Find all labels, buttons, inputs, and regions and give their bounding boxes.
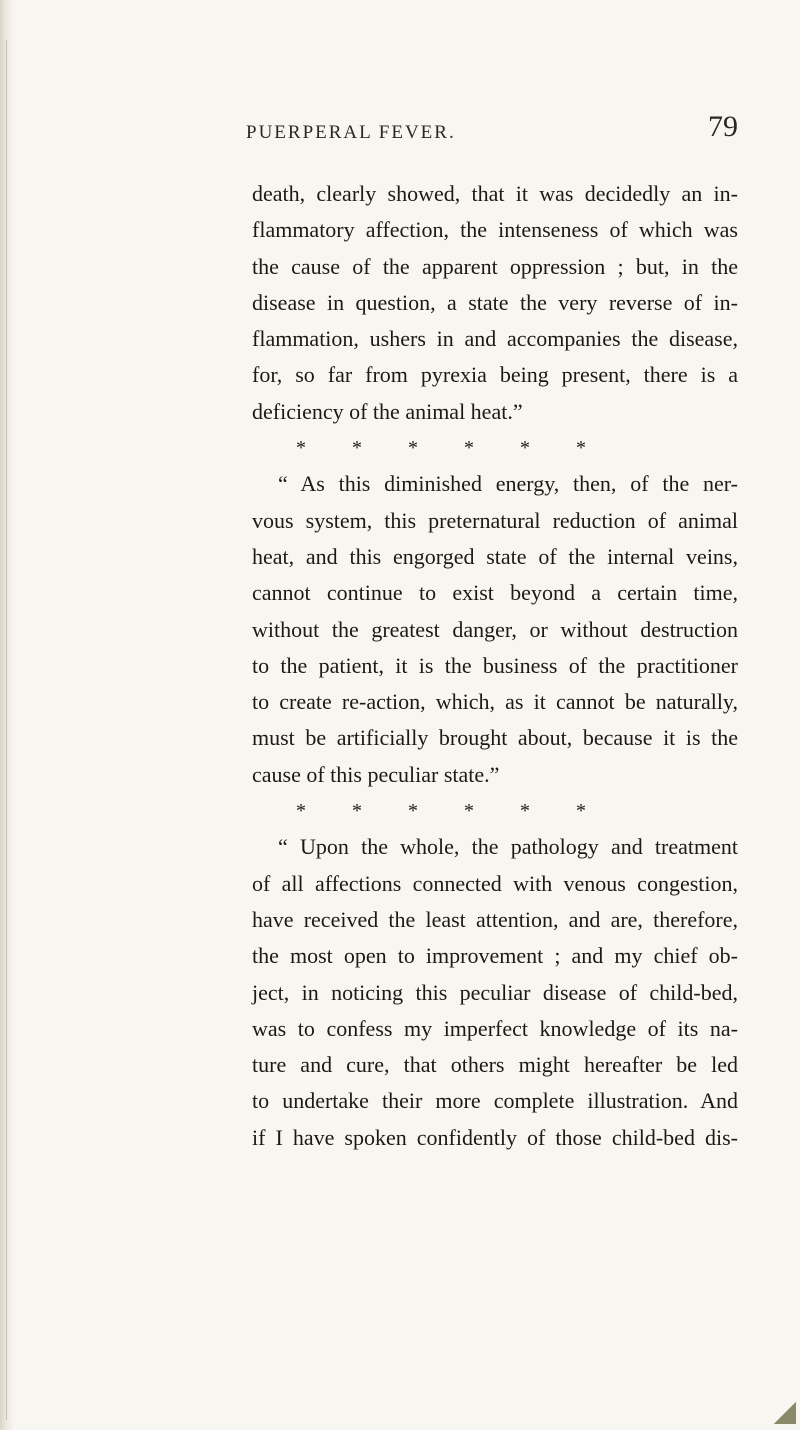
asterisk: *	[576, 437, 586, 460]
text-line: disease in question, a state the very reverse of in-	[252, 289, 738, 315]
text-line: for, so far from pyrexia being present, there is a	[252, 362, 738, 388]
asterism-1	[252, 430, 738, 466]
text-line: cause of this peculiar state.”	[252, 761, 500, 787]
text-line: the cause of the apparent oppression ; but, in the	[252, 253, 738, 279]
binding-edge	[0, 0, 14, 1430]
text-line: the most open to improvement ; and my chief ob-	[252, 943, 738, 969]
asterisk: *	[464, 800, 474, 823]
binding-line	[6, 40, 7, 1420]
page-number: 79	[708, 110, 738, 143]
text-line: without the greatest danger, or without destruction	[252, 616, 738, 642]
text-line: must be artificially brought about, because it is the	[252, 725, 738, 751]
asterisk: *	[464, 437, 474, 460]
text-line: to undertake their more complete illustration. And	[252, 1088, 738, 1114]
text-line: “ Upon the whole, the pathology and treatment	[278, 834, 738, 860]
running-head: PUERPERAL FEVER.	[246, 122, 456, 143]
text-line: vous system, this preternatural reduction of animal	[252, 507, 738, 533]
text-line: heat, and this engorged state of the internal veins,	[252, 543, 738, 569]
text-line: if I have spoken confidently of those child-bed dis-	[252, 1124, 738, 1150]
text-line: ture and cure, that others might hereafter be led	[252, 1052, 738, 1078]
page-header	[246, 110, 738, 154]
asterisk: *	[576, 800, 586, 823]
text-line: flammatory affection, the intenseness of which was	[252, 217, 738, 243]
paragraph-2	[252, 466, 738, 793]
text-line: of all affections connected with venous congestion,	[252, 870, 738, 896]
page-corner	[774, 1402, 796, 1424]
text-line: have received the least attention, and are, therefore,	[252, 906, 738, 932]
asterisk: *	[408, 800, 418, 823]
asterism-2	[252, 793, 738, 829]
text-line: deficiency of the animal heat.”	[252, 398, 523, 424]
text-line: to create re-action, which, as it cannot be naturally,	[252, 689, 738, 715]
text-line: “ As this diminished energy, then, of the ner-	[278, 471, 738, 497]
text-line: was to confess my imperfect knowledge of its na-	[252, 1015, 738, 1041]
asterisk: *	[352, 437, 362, 460]
text-line: death, clearly showed, that it was decidedly an in-	[252, 181, 738, 206]
text-line: ject, in noticing this peculiar disease of child-bed,	[252, 979, 738, 1005]
text-line: to the patient, it is the business of the practitioner	[252, 652, 738, 678]
paragraph-1	[252, 176, 738, 430]
asterisk: *	[408, 437, 418, 460]
asterisk: *	[296, 800, 306, 823]
text-line: flammation, ushers in and accompanies the disease,	[252, 326, 738, 352]
paragraph-3	[252, 829, 738, 1156]
asterisk: *	[296, 437, 306, 460]
asterisk: *	[520, 800, 530, 823]
text-line: cannot continue to exist beyond a certain time,	[252, 580, 738, 606]
asterisk: *	[520, 437, 530, 460]
body-text	[252, 176, 738, 1156]
asterisk: *	[352, 800, 362, 823]
